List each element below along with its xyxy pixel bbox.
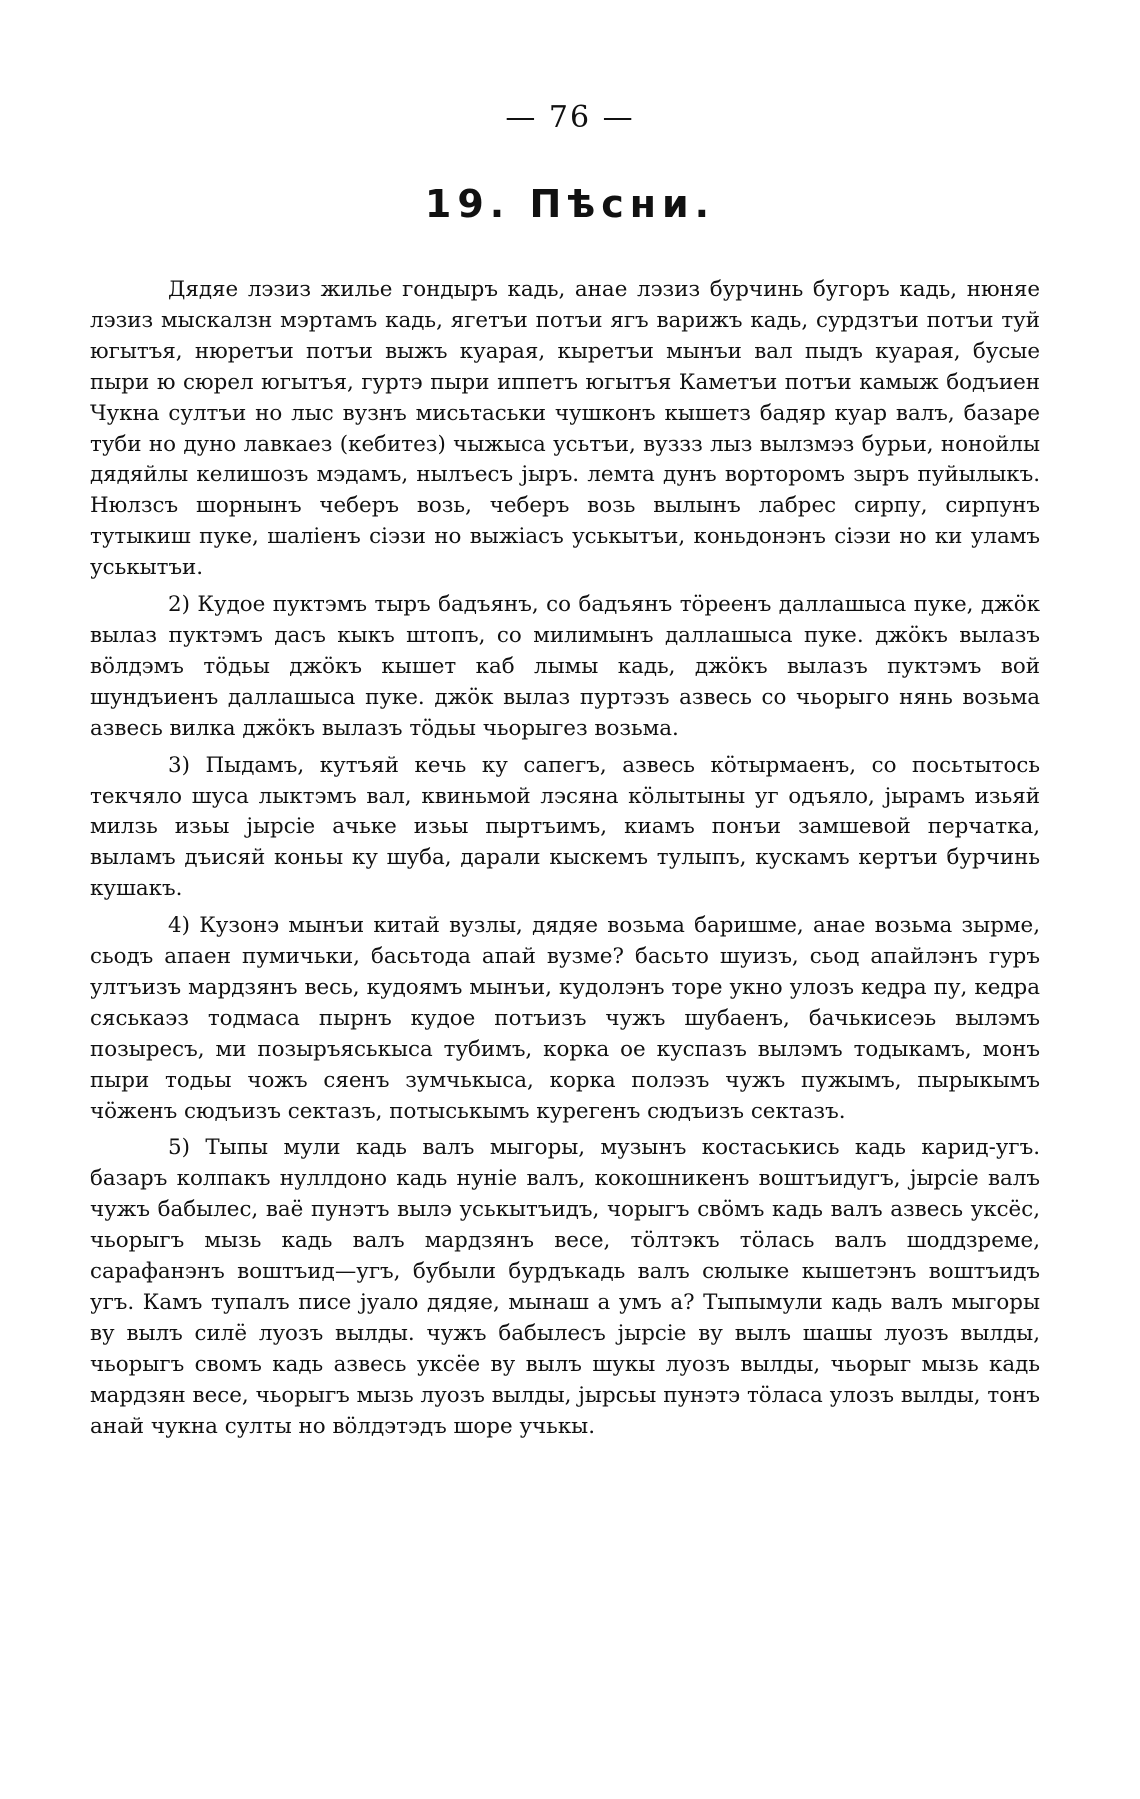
page-title: 19. Пѣсни. — [424, 182, 716, 226]
body-text — [90, 275, 1040, 1443]
paragraph-3: 3) Пыдамъ, кутъяй кечь ку сапегъ, азвесь кöтырмаенъ, со посьтытось текчяло шуса лыктэмъ вал, квиньмой лэсяна кöлытыны уг одъяло, јырамъ изьяй милзь изьы јырсіе ачьке изьы пыртъимъ, киамъ понъи замшевой перчатка, выламъ дъисяй коньы ку шуба, дарали кыскемъ тулыпъ, кускамъ кертъи бурчинь кушакъ. — [90, 752, 1040, 902]
paragraph-2: 2) Кудое пуктэмъ тыръ бадъянъ, со бадъянъ тöреенъ даллашыса пуке, джöк вылаз пуктэмъ дасъ кыкъ штопъ, со милимынъ даллашыса пуке. джöкъ вылазъ вöлдэмъ тöдьы джöкъ кышет каб лымы кадь, джöкъ вылазъ пуктэмъ вой шундъиенъ даллашыса пуке. джöк вылаз пуртэзъ азвесь со чьорыго нянь возьма азвесь вилка джöкъ вылазъ тöдьы чьорыгез возьма. — [90, 592, 1040, 741]
paragraph-4: 4) Кузонэ мынъи китай вузлы, дядяе возьма баришме, анае возьма зырме, сьодъ апаен пумичьки, басьтода апай вузме? басьто шуизъ, сьод апайлэнъ гуръ ултъизъ мардзянъ весь, кудоямъ мынъи, кудолэнъ торе укно улозъ кедра пу, кедра сяськаэз тодмаса пырнъ кудое потъизъ чужъ шубаенъ, бачькисеэь вылэмъ позыресъ, ми позыръяськыса тубимъ, корка ое куспазъ вылэмъ тодыкамъ, монъ пыри тодьы чожъ сяенъ зумчькыса, корка полэзъ чужъ пужымъ, пырыкымъ чöженъ сюдъизъ сектазъ, потыськымъ курегенъ сюдъизъ сектазъ. — [90, 913, 1040, 1124]
paragraph-1: Дядяе лэзиз жилье гондыръ кадь, анае лэзиз бурчинь бугоръ кадь, нюняе лэзиз мыскалзн мэртамъ кадь, ягетъи потъи ягъ варижъ кадь, сурдзтъи потъи туй югытъя, нюретъи потъи выжъ куарая, кыретъи мынъи вал пыдъ куарая, бусые пыри ю сюрел югытъя, гуртэ пыри иппетъ югытъя Каметъи потъи камыж бодъиен Чукна султъи но лыс вузнъ мисьтаськи чушконъ кышетз бадяр куар валъ, базаре туби но дуно лавкаез (кебитез) чыжыса усьтъи, вуззз лыз вылзмэз бурьи, нонойлы дядяйлы келишозъ мэдамъ, нылъесъ јыръ. лемта дунъ ворторомъ зыръ пуйылыкъ. Нюлзсъ шорнынъ чеберъ возь, чеберъ возь вылынъ лабрес сирпу, сирпунъ тутыкиш пуке, шаліенъ сіэзи но выжіасъ уськытъи, коньдонэнъ сіэзи но ки уламъ уськытъи. — [90, 277, 1040, 581]
page-number: — 76 — — [505, 100, 635, 135]
paragraph-5: 5) Тыпы мули кадь валъ мыгоры, музынъ костаськись кадь карид-угъ. базаръ колпакъ нуллдоно кадь нуніе валъ, кокошникенъ воштъидугъ, јырсіе валъ чужъ бабылес, ваë пунэтъ вылэ уськытъидъ, чорыгъ свöмъ кадь валъ азвесь уксëс, чьорыгъ мызь кадь валъ мардзянъ весе, тöлтэкъ тöлась валъ шоддзреме, сарафанэнъ воштъид—угъ, бубыли бурдъкадь валъ сюлыке кышетэнъ воштъидъ угъ. Камъ тупалъ писе јуало дядяе, мынаш а умъ а? Тыпымули кадь валъ мыгоры ву вылъ силë луозъ вылды. чужъ бабылесъ јырсіе ву вылъ шашы луозъ вылды, чьорыгъ свомъ кадь азвесь уксëе ву вылъ шукы луозъ вылды, чьорыг мызь кадь мардзян весе, чьорыгъ мызь луозъ вылды, јырсьы пунэтэ тöласа улозъ вылды, тонъ анай чукна султы но вöлдэтэдъ шоре учькы. — [90, 1135, 1040, 1439]
